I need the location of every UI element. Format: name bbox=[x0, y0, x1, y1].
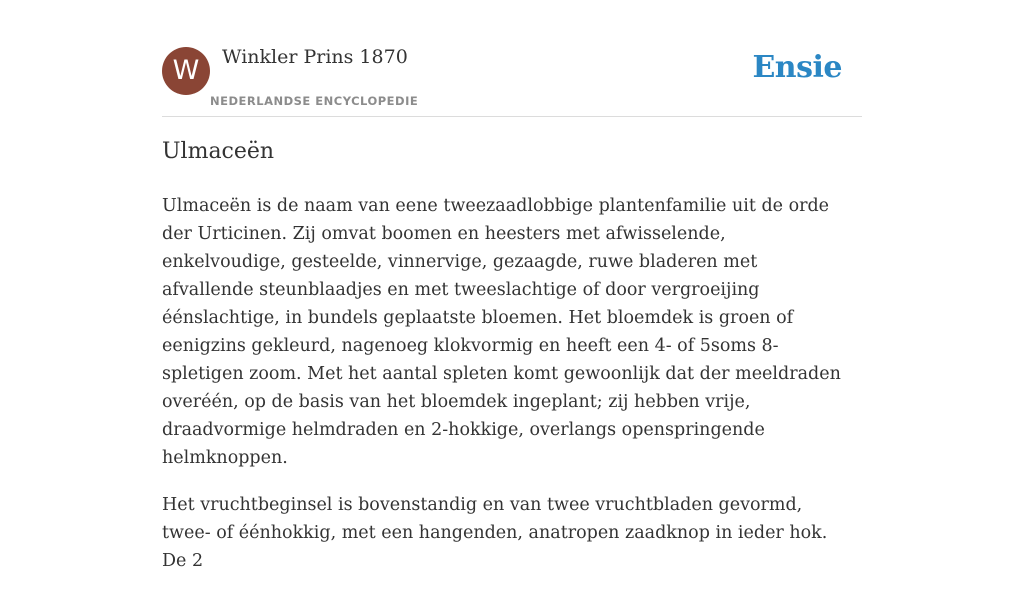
article-paragraph-1: Ulmaceën is de naam van eene tweezaadlobbige plantenfamilie uit de orde der Urticinen. Zij omvat boomen en heesters met afwisselende, enkelvoudige, gesteelde, vinnervige, gezaagde, ruwe bladeren met afvallende steunblaadjes en met tweeslachtige of door vergroeijing éénslachtige, in bundels geplaatste bloemen. Het bloemdek is groen of eenigzins gekleurd, nagenoeg klokvormig en heeft een 4- of 5soms 8-spletigen zoom. Met het aantal spleten komt gewoonlijk dat der meeldraden overéén, op de basis van het bloemdek ingeplant; zij hebben vrije, draadvormige helmdraden en 2-hokkige, overlangs openspringende helmknoppen. bbox=[162, 196, 841, 468]
source-avatar[interactable]: W bbox=[162, 47, 210, 95]
ensie-logo[interactable]: Ensie bbox=[752, 50, 842, 85]
article-body bbox=[162, 192, 852, 594]
article-paragraph-2: Het vruchtbeginsel is bovenstandig en van twee vruchtbladen gevormd, twee- of éénhokkig, met een hangenden, anatropen zaadknop in ieder hok. De 2 bbox=[162, 495, 828, 571]
page-header bbox=[162, 0, 862, 117]
source-title[interactable]: Winkler Prins 1870 bbox=[222, 46, 408, 68]
source-subtitle: NEDERLANDSE ENCYCLOPEDIE bbox=[210, 94, 419, 108]
article-title: Ulmaceën bbox=[162, 139, 275, 164]
